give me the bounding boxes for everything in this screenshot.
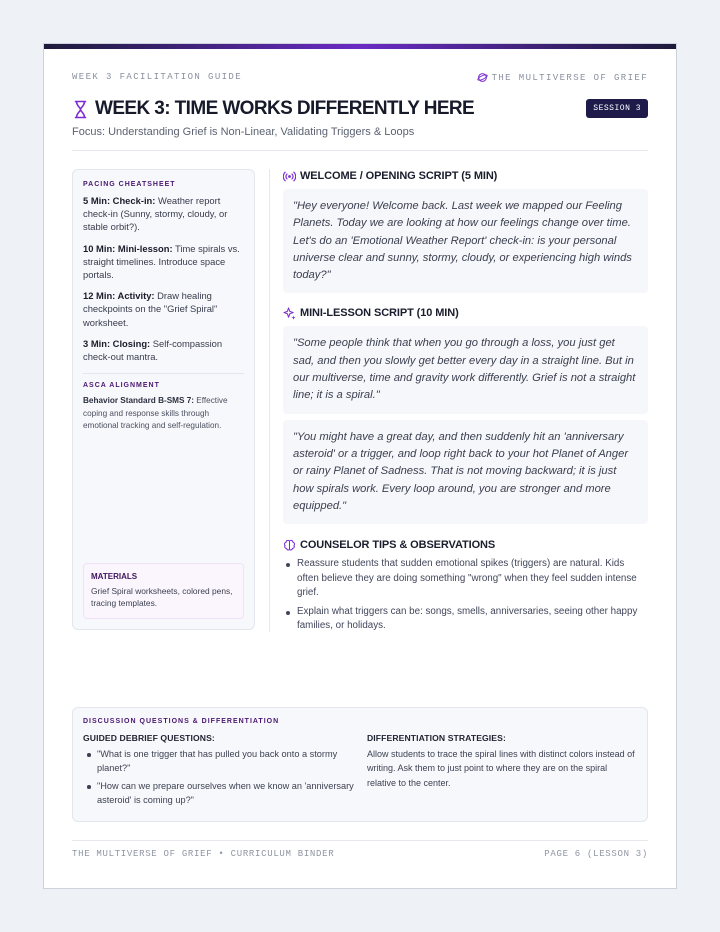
guide-label: WEEK 3 FACILITATION GUIDE — [72, 72, 243, 82]
sidebar-divider — [83, 373, 244, 374]
materials-text: Grief Spiral worksheets, colored pens, tracing templates. — [91, 585, 233, 609]
list-item: "How can we prepare ourselves when we know an 'anniversary asteroid' is coming up?" — [83, 779, 367, 807]
differentiation-heading: DIFFERENTIATION STRATEGIES: — [367, 733, 506, 743]
main-column — [283, 168, 648, 638]
discussion-panel — [72, 707, 648, 822]
tips-heading — [283, 537, 648, 553]
pacing-title: PACING CHEATSHEET — [83, 181, 176, 188]
minilesson-heading — [283, 305, 648, 321]
guided-heading: GUIDED DEBRIEF QUESTIONS: — [83, 733, 215, 743]
welcome-quote: "Hey everyone! Welcome back. Last week we mapped our Feeling Planets. Today we are looking at how our feelings change over time. Let's do an 'Emotional Weather Report' check-in: is your personal universe clear and sunny, stormy, cloudy, or experiencing high winds today?" — [283, 189, 648, 293]
list-item: Explain what triggers can be: songs, smells, anniversaries, seeing other happy families, or holidays. — [283, 605, 648, 634]
pacing-item-text: Draw healing checkpoints on the "Grief Spiral" worksheet. — [83, 290, 218, 328]
pacing-item-label: 12 Min: Activity: — [83, 290, 155, 302]
footer-left: THE MULTIVERSE OF GRIEF • CURRICULUM BINDER — [72, 849, 335, 859]
header-divider — [72, 150, 648, 151]
page-title: WEEK 3: TIME WORKS DIFFERENTLY HERE — [95, 98, 475, 119]
materials-title: MATERIALS — [91, 571, 138, 581]
pacing-item — [83, 337, 244, 363]
header-row — [72, 72, 648, 83]
pacing-item-text: Self-compassion check-out mantra. — [83, 337, 223, 363]
discussion-title: DISCUSSION QUESTIONS & DIFFERENTIATION — [83, 718, 280, 725]
brand-label: THE MULTIVERSE OF GRIEF — [491, 72, 648, 83]
asca-title: ASCA ALIGNMENT — [83, 382, 160, 390]
pacing-item-label: 5 Min: Check-in: — [83, 195, 156, 206]
pacing-item-text: Time spirals vs. straight timelines. Introduce space portals. — [83, 242, 240, 281]
footer-divider — [72, 840, 648, 841]
welcome-heading-label: WELCOME / OPENING SCRIPT (5 MIN) — [300, 170, 498, 182]
globe-icon — [477, 72, 488, 83]
footer-right: PAGE 6 (LESSON 3) — [544, 849, 648, 859]
sparkle-icon — [283, 307, 296, 320]
differentiation-text: Allow students to trace the spiral lines with distinct colors instead of writing. Ask them to just point to where they are on the spiral relative to the center. — [367, 749, 635, 788]
welcome-heading — [283, 168, 648, 184]
materials-box — [83, 563, 244, 619]
pacing-item — [83, 242, 244, 282]
differentiation-column — [367, 733, 637, 811]
pacing-item — [83, 289, 244, 329]
pacing-item-text: Weather report check-in (Sunny, stormy, cloudy, or stable orbit?). — [83, 195, 228, 233]
brand — [477, 72, 648, 83]
asca-text — [83, 395, 244, 433]
column-divider — [269, 169, 270, 632]
guided-column — [83, 733, 367, 811]
sidebar-panel — [72, 169, 255, 630]
minilesson-quote: "You might have a great day, and then suddenly hit an 'anniversary asteroid' or a trigger, and loop right back to your hot Planet of Anger or rainy Planet of Sadness. That is not moving backward; it is just how spirals work. Every loop around, you are stronger and more equipped." — [283, 420, 648, 524]
broadcast-icon — [283, 170, 296, 183]
footer — [72, 849, 648, 859]
discussion-columns — [83, 733, 637, 811]
asca-description: Effective coping and response skills through emotional tracking and self-regulation. — [83, 396, 228, 431]
top-accent-bar — [44, 44, 676, 49]
focus-subtitle: Focus: Understanding Grief is Non-Linear, Validating Triggers & Loops — [72, 126, 415, 138]
tips-heading-label: COUNSELOR TIPS & OBSERVATIONS — [300, 539, 496, 552]
pacing-item-label: 3 Min: Closing: — [83, 337, 151, 349]
pacing-item — [83, 194, 244, 234]
minilesson-quote: "Some people think that when you go through a loss, you just get sad, and then you slowly get better every day in a straight line. But in our multiverse, time and gravity work differently. Grief is not a straight line; it is a spiral." — [283, 326, 648, 413]
asca-label: Behavior Standard B-SMS 7: — [83, 396, 195, 406]
session-badge: SESSION 3 — [586, 99, 648, 118]
minilesson-heading-label: MINI-LESSON SCRIPT (10 MIN) — [300, 307, 459, 320]
guide-page — [43, 43, 677, 889]
hourglass-icon — [72, 100, 89, 119]
pacing-item-label: 10 Min: Mini-lesson: — [83, 242, 173, 254]
list-item: Reassure students that sudden emotional spikes (triggers) are natural. Kids often believe they are doing something "wrong" when they feel sudden intense grief. — [283, 557, 648, 601]
tips-list — [283, 557, 648, 634]
brain-icon — [283, 539, 296, 552]
questions-list — [83, 747, 367, 807]
list-item: "What is one trigger that has pulled you back onto a stormy planet?" — [83, 747, 367, 775]
pacing-list — [83, 194, 244, 363]
title-row — [72, 98, 474, 120]
